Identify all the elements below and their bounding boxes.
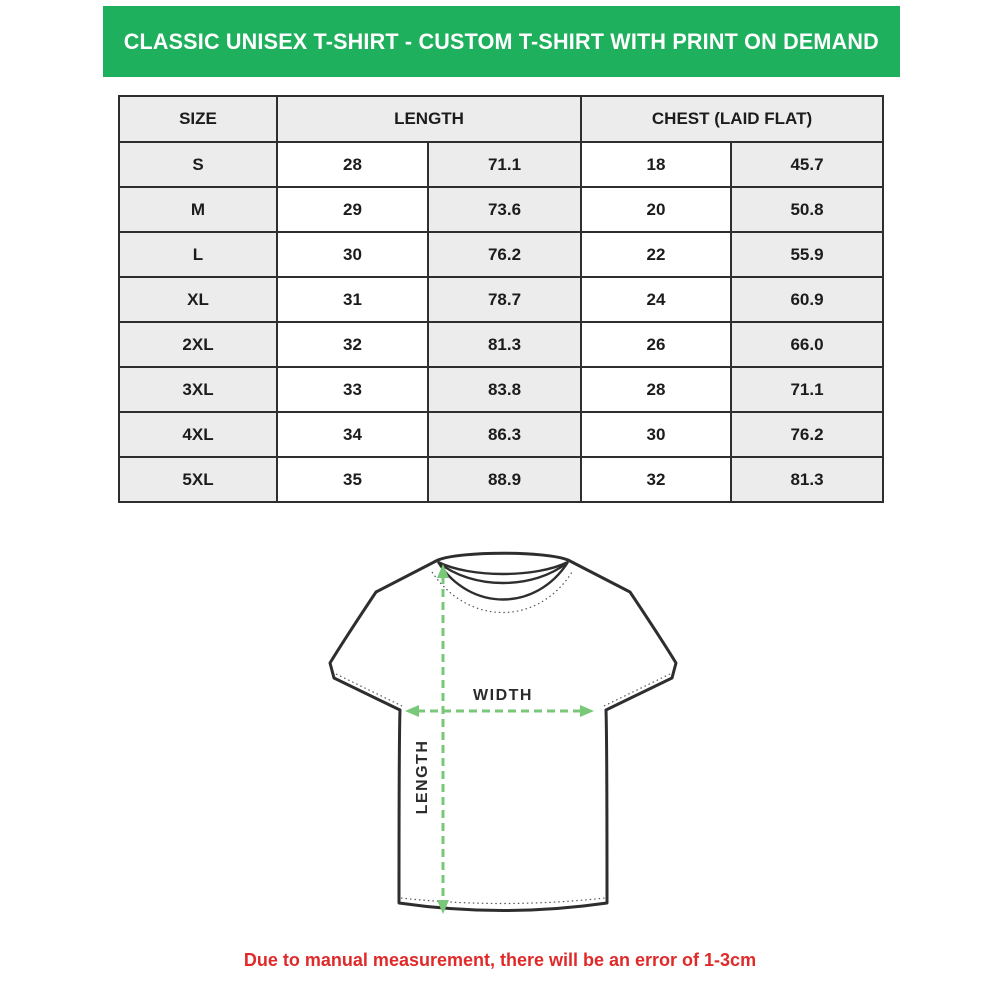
table-row [119,322,883,367]
chest-cm-cell: 71.1 [731,367,883,412]
length-cm-cell: 83.8 [428,367,581,412]
table-row [119,457,883,502]
tshirt-outline [330,553,676,910]
size-cell: M [119,187,277,232]
chest-cm-cell: 55.9 [731,232,883,277]
chest-in-cell: 28 [581,367,731,412]
length-in-cell: 29 [277,187,428,232]
length-in-cell: 34 [277,412,428,457]
size-cell: 3XL [119,367,277,412]
size-cell: 2XL [119,322,277,367]
length-cm-cell: 71.1 [428,142,581,187]
size-cell: S [119,142,277,187]
measurement-disclaimer: Due to manual measurement, there will be an error of 1-3cm [243,950,757,970]
chest-cm-cell: 45.7 [731,142,883,187]
tshirt-diagram [320,548,684,940]
chest-in-cell: 20 [581,187,731,232]
table-row [119,277,883,322]
length-label: LENGTH [414,739,432,815]
table-row [119,187,883,232]
length-cm-cell: 73.6 [428,187,581,232]
table-row [119,232,883,277]
length-cm-cell: 76.2 [428,232,581,277]
chest-in-cell: 22 [581,232,731,277]
chest-in-cell: 30 [581,412,731,457]
length-in-cell: 33 [277,367,428,412]
chest-in-cell: 32 [581,457,731,502]
table-row [119,367,883,412]
chest-cm-cell: 81.3 [731,457,883,502]
length-cm-cell: 86.3 [428,412,581,457]
chest-cm-cell: 76.2 [731,412,883,457]
table-row [119,412,883,457]
header-size: SIZE [119,96,277,142]
length-in-cell: 30 [277,232,428,277]
size-chart-table [118,95,884,503]
chest-in-cell: 18 [581,142,731,187]
table-header-row [119,96,883,142]
length-cm-cell: 88.9 [428,457,581,502]
length-in-cell: 35 [277,457,428,502]
length-cm-cell: 78.7 [428,277,581,322]
chest-cm-cell: 66.0 [731,322,883,367]
size-cell: L [119,232,277,277]
tshirt-diagram-svg [320,548,684,940]
header-chest: CHEST (LAID FLAT) [581,96,883,142]
size-cell: XL [119,277,277,322]
title-banner [103,6,900,77]
header-length: LENGTH [277,96,581,142]
length-cm-cell: 81.3 [428,322,581,367]
length-in-cell: 31 [277,277,428,322]
chest-cm-cell: 60.9 [731,277,883,322]
length-in-cell: 32 [277,322,428,367]
size-cell: 5XL [119,457,277,502]
chest-cm-cell: 50.8 [731,187,883,232]
page-title: CLASSIC UNISEX T-SHIRT - CUSTOM T-SHIRT WITH PRINT ON DEMAND [123,28,880,54]
size-cell: 4XL [119,412,277,457]
chest-in-cell: 24 [581,277,731,322]
width-label: WIDTH [473,687,533,704]
chest-in-cell: 26 [581,322,731,367]
length-in-cell: 28 [277,142,428,187]
table-row [119,142,883,187]
